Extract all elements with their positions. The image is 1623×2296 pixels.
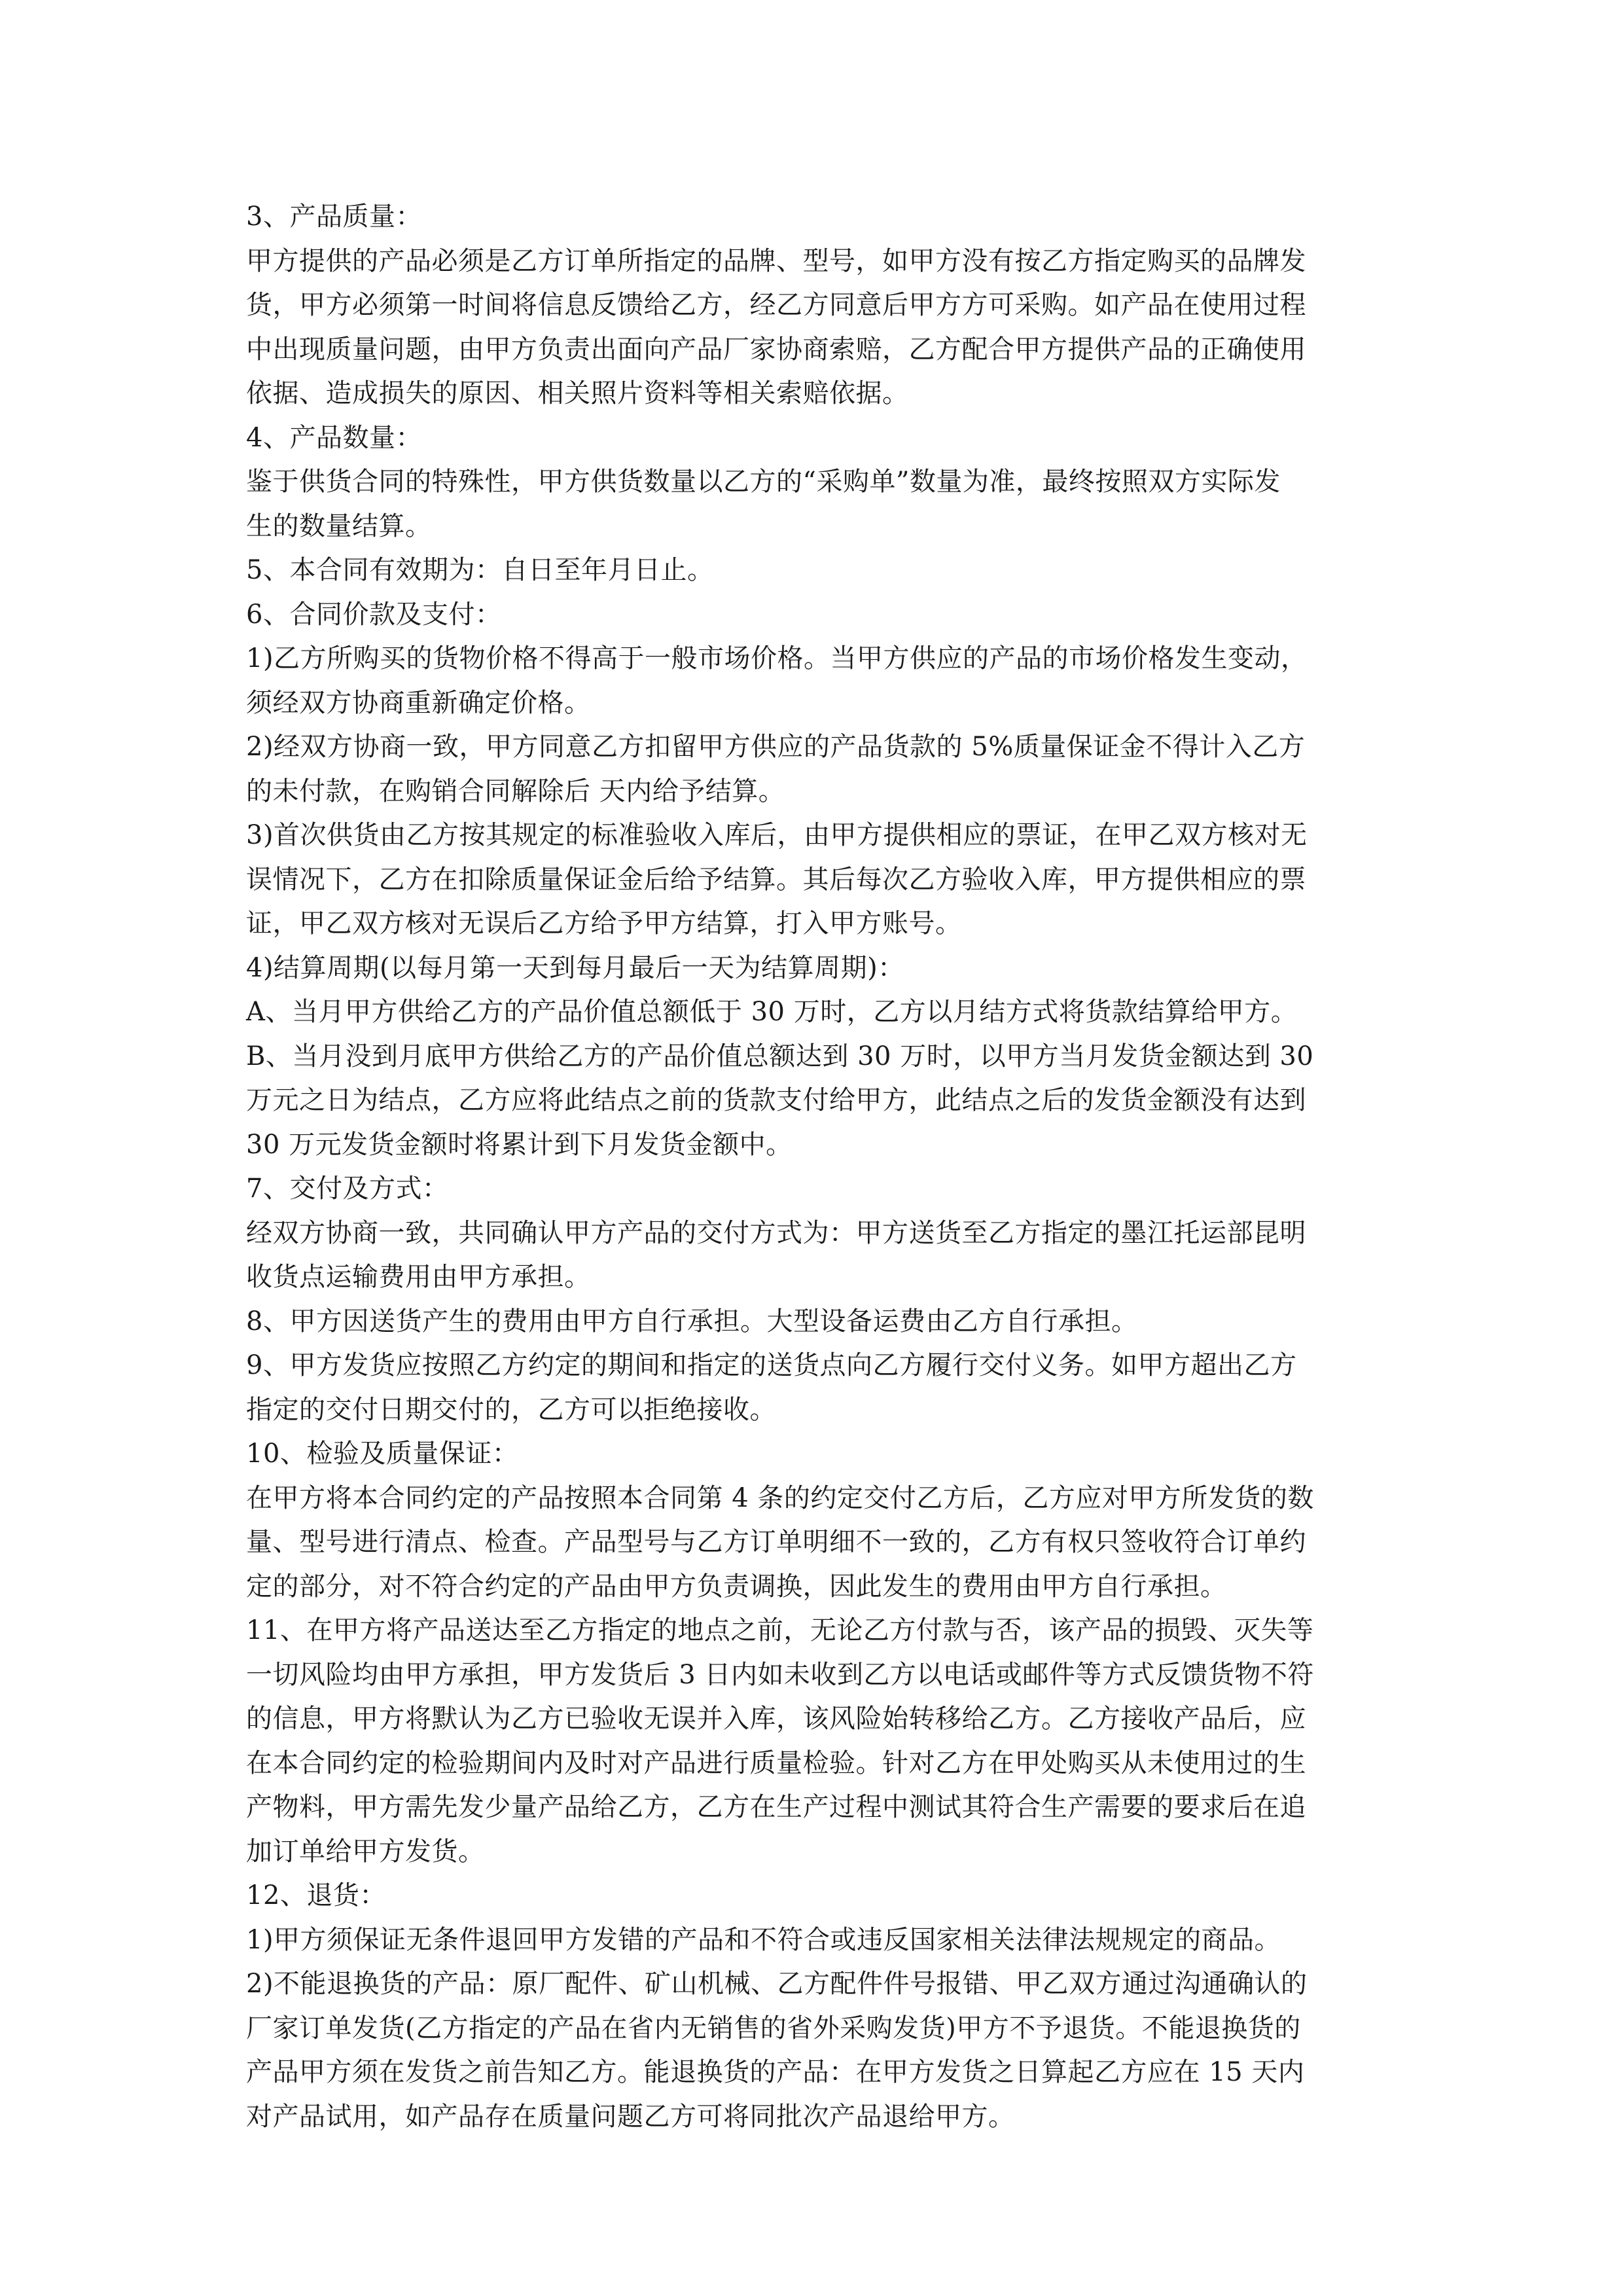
text-line: 收货点运输费用由甲方承担。 — [246, 1262, 591, 1292]
text-line: 误情况下，乙方在扣除质量保证金后给予结算。其后每次乙方验收入库，甲方提供相应的票 — [246, 864, 1306, 895]
text-line: 1)乙方所购买的货物价格不得高于一般市场价格。当甲方供应的产品的市场价格发生变动， — [246, 643, 1308, 673]
text-line: 中出现质量问题，由甲方负责出面向产品厂家协商索赔，乙方配合甲方提供产品的正确使用 — [246, 334, 1306, 365]
text-line: 加订单给甲方发货。 — [246, 1836, 485, 1867]
text-line: 2)经双方协商一致，甲方同意乙方扣留甲方供应的产品货款的 5%质量保证金不得计入乙方 — [246, 732, 1306, 762]
text-line: 鉴于供货合同的特殊性，甲方供货数量以乙方的“采购单”数量为准，最终按照双方实际发 — [246, 467, 1281, 497]
text-line: 产物料，甲方需先发少量产品给乙方，乙方在生产过程中测试其符合生产需要的要求后在追 — [246, 1792, 1306, 1822]
text-line: 一切风险均由甲方承担，甲方发货后 3 日内如未收到乙方以电话或邮件等方式反馈货物不符 — [246, 1659, 1314, 1690]
text-line: 11、在甲方将产品送达至乙方指定的地点之前，无论乙方付款与否，该产品的损毁、灭失等 — [246, 1615, 1314, 1645]
text-line: 产品甲方须在发货之前告知乙方。能退换货的产品：在甲方发货之日算起乙方应在 15 天内 — [246, 2057, 1305, 2087]
text-line: 12、退货： — [246, 1880, 386, 1910]
text-line: 2)不能退换货的产品：原厂配件、矿山机械、乙方配件件号报错、甲乙双方通过沟通确认的 — [246, 1969, 1308, 1999]
text-line: 经双方协商一致，共同确认甲方产品的交付方式为：甲方送货至乙方指定的墨江托运部昆明 — [246, 1217, 1306, 1248]
text-line: 9、甲方发货应按照乙方约定的期间和指定的送货点向乙方履行交付义务。如甲方超出乙方 — [246, 1350, 1297, 1380]
text-line: 10、检验及质量保证： — [246, 1439, 519, 1469]
text-line: 3、产品质量： — [246, 202, 422, 232]
text-line: 对产品试用，如产品存在质量问题乙方可将同批次产品退给甲方。 — [246, 2101, 1015, 2132]
text-line: 8、甲方因送货产生的费用由甲方自行承担。大型设备运费由乙方自行承担。 — [246, 1306, 1138, 1336]
text-line: 证，甲乙双方核对无误后乙方给予甲方结算，打入甲方账号。 — [246, 908, 962, 939]
text-line: 的未付款，在购销合同解除后 天内给予结算。 — [246, 776, 785, 806]
text-line: 的信息，甲方将默认为乙方已验收无误并入库，该风险始转移给乙方。乙方接收产品后，应 — [246, 1704, 1306, 1734]
text-line: 5、本合同有效期为：自日至年月日止。 — [246, 555, 714, 585]
text-line: 4、产品数量： — [246, 422, 422, 453]
text-line: 在甲方将本合同约定的产品按照本合同第 4 条的约定交付乙方后，乙方应对甲方所发货的数 — [246, 1482, 1314, 1513]
text-line: 7、交付及方式： — [246, 1174, 449, 1204]
text-line: A、当月甲方供给乙方的产品价值总额低于 30 万时，乙方以月结方式将货款结算给甲方。 — [246, 997, 1298, 1027]
document-body — [246, 195, 1385, 2139]
text-line: 定的部分，对不符合约定的产品由甲方负责调换，因此发生的费用由甲方自行承担。 — [246, 1571, 1227, 1602]
text-line: 厂家订单发货(乙方指定的产品在省内无销售的省外采购发货)甲方不予退货。不能退换货的 — [246, 2013, 1301, 2043]
text-line: B、当月没到月底甲方供给乙方的产品价值总额达到 30 万时，以甲方当月发货金额达到 30 — [246, 1041, 1314, 1071]
text-line: 30 万元发货金额时将累计到下月发货金额中。 — [246, 1129, 793, 1160]
text-line: 依据、造成损失的原因、相关照片资料等相关索赔依据。 — [246, 378, 909, 408]
text-line: 量、型号进行清点、检查。产品型号与乙方订单明细不一致的，乙方有权只签收符合订单约 — [246, 1527, 1306, 1557]
text-line: 生的数量结算。 — [246, 511, 432, 541]
text-line: 1)甲方须保证无条件退回甲方发错的产品和不符合或违反国家相关法律法规规定的商品。 — [246, 1924, 1281, 1955]
text-line: 万元之日为结点，乙方应将此结点之前的货款支付给甲方，此结点之后的发货金额没有达到 — [246, 1085, 1306, 1115]
text-line: 甲方提供的产品必须是乙方订单所指定的品牌、型号，如甲方没有按乙方指定购买的品牌发 — [246, 245, 1306, 276]
text-line: 指定的交付日期交付的，乙方可以拒绝接收。 — [246, 1394, 776, 1425]
text-line: 货，甲方必须第一时间将信息反馈给乙方，经乙方同意后甲方方可采购。如产品在使用过程 — [246, 290, 1306, 320]
text-line: 6、合同价款及支付： — [246, 599, 502, 630]
text-line: 在本合同约定的检验期间内及时对产品进行质量检验。针对乙方在甲处购买从未使用过的生 — [246, 1748, 1306, 1778]
text-line: 4)结算周期(以每月第一天到每月最后一天为结算周期)： — [246, 952, 904, 983]
text-line: 须经双方协商重新确定价格。 — [246, 687, 591, 718]
text-line: 3)首次供货由乙方按其规定的标准验收入库后，由甲方提供相应的票证，在甲乙双方核对无 — [246, 820, 1308, 850]
